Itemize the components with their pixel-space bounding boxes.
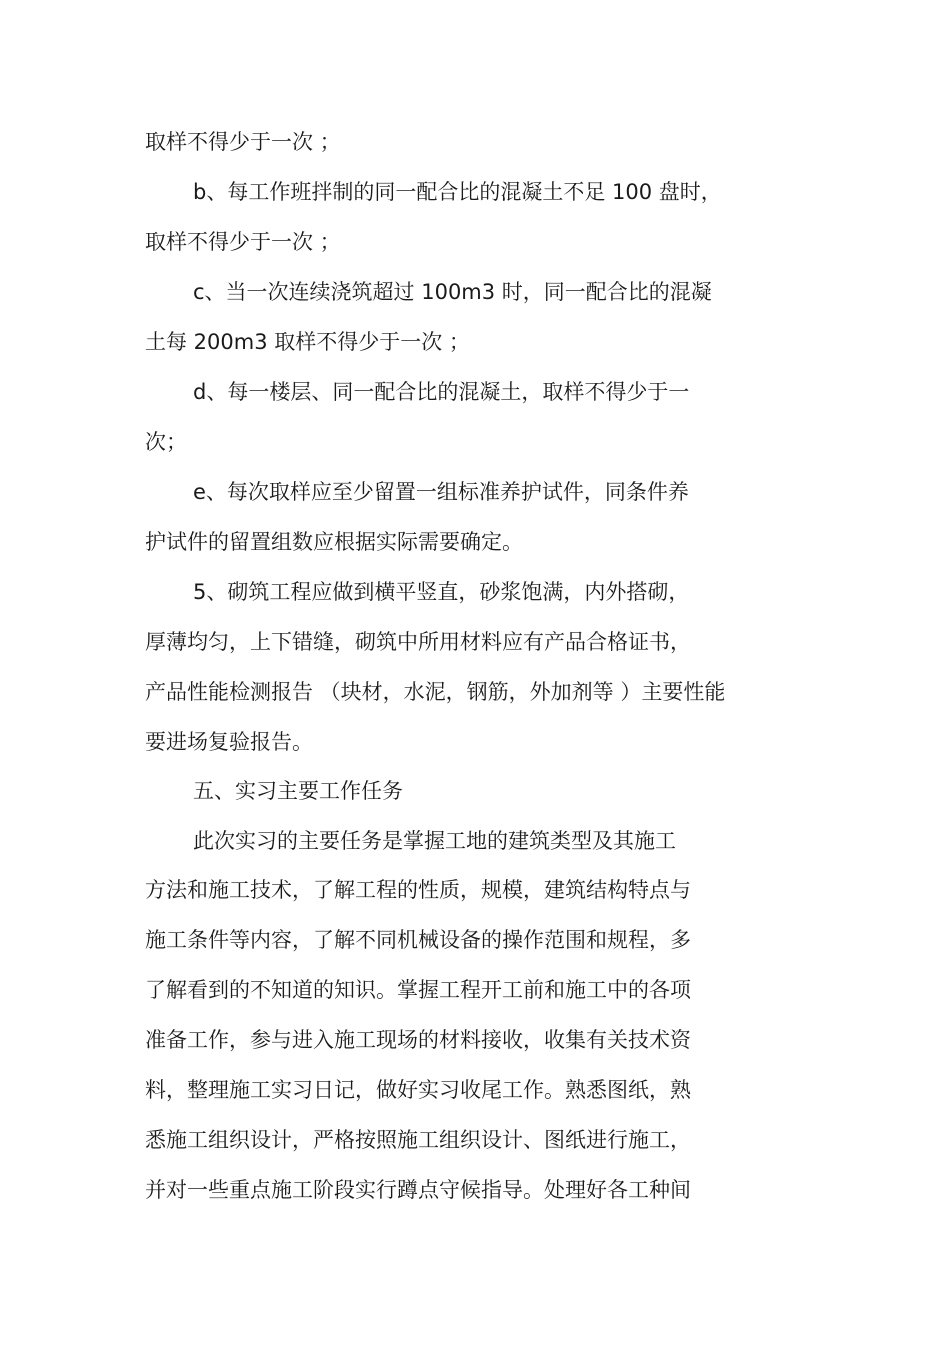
text-line: d、每一楼层、同一配合比的混凝土，取样不得少于一 xyxy=(193,380,690,404)
text-line: e、每次取样应至少留置一组标准养护试件，同条件养 xyxy=(193,480,689,504)
text-line: 料，整理施工实习日记，做好实习收尾工作。熟悉图纸，熟 xyxy=(145,1078,691,1102)
text-line: 次； xyxy=(145,430,187,454)
text-line: 悉施工组织设计，严格按照施工组织设计、图纸进行施工， xyxy=(145,1128,691,1152)
text-line: 了解看到的不知道的知识。掌握工程开工前和施工中的各项 xyxy=(145,978,691,1002)
text-line: 取样不得少于一次 ； xyxy=(145,130,341,154)
text-line: 准备工作，参与进入施工现场的材料接收，收集有关技术资 xyxy=(145,1028,691,1052)
text-line: 并对一些重点施工阶段实行蹲点守候指导。处理好各工种间 xyxy=(145,1178,691,1202)
text-line: 要进场复验报告。 xyxy=(145,730,313,754)
text-line: 取样不得少于一次 ； xyxy=(145,230,341,254)
text-line: 护试件的留置组数应根据实际需要确定。 xyxy=(145,530,523,554)
text-line: 5、砌筑工程应做到横平竖直，砂浆饱满，内外搭砌， xyxy=(193,580,690,604)
text-line: 施工条件等内容，了解不同机械设备的操作范围和规程，多 xyxy=(145,928,691,952)
text-line: 方法和施工技术，了解工程的性质，规模，建筑结构特点与 xyxy=(145,878,691,902)
text-line: b、每工作班拌制的同一配合比的混凝土不足 100 盘时， xyxy=(193,180,722,204)
text-line: 土每 200m3 取样不得少于一次 ； xyxy=(145,330,470,354)
text-line: 产品性能检测报告 （块材，水泥，钢筋，外加剂等 ）主要性能 xyxy=(145,680,726,704)
text-line: 厚薄均匀，上下错缝，砌筑中所用材料应有产品合格证书， xyxy=(145,630,691,654)
text-line: c、当一次连续浇筑超过 100m3 时，同一配合比的混凝 xyxy=(193,280,712,304)
section-heading: 五、实习主要工作任务 xyxy=(193,779,403,803)
text-line: 此次实习的主要任务是掌握工地的建筑类型及其施工 xyxy=(193,829,676,853)
